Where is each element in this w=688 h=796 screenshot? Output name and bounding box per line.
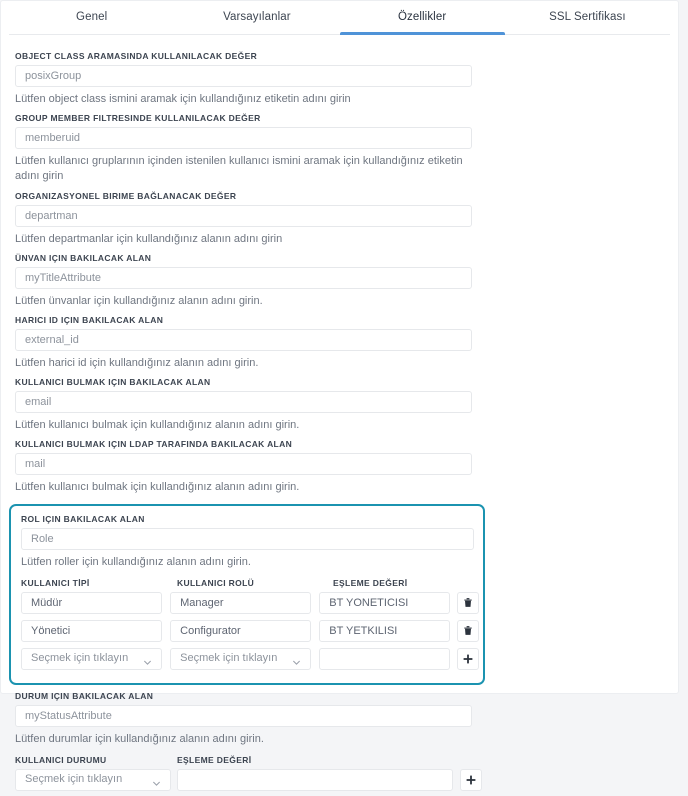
field-status-attribute: [11, 691, 668, 747]
tab-label: SSL Sertifikası: [549, 11, 626, 23]
tab-ssl-sertifikasi[interactable]: [505, 1, 670, 34]
user-lookup-input[interactable]: [15, 391, 472, 413]
status-new-row: [15, 769, 668, 791]
new-row-mapping-value-input[interactable]: [319, 648, 450, 670]
role-attribute-input[interactable]: [21, 528, 474, 550]
plus-icon: [466, 775, 476, 785]
status-field-label: DURUM IÇIN BAKILACAK ALAN: [15, 690, 154, 701]
field-label: GROUP MEMBER FILTRESINDE KULLANILACAK DEĞER: [15, 113, 261, 124]
field-label: ÜNVAN IÇIN BAKILACAK ALAN: [15, 252, 152, 263]
field-help: Lütfen harici id için kullandığınız alanın adını girin.: [15, 356, 259, 369]
row-mapping-value[interactable]: BT YONETICISI: [319, 592, 450, 614]
field-help: Lütfen object class ismini aramak için kullandığınız etiketin adını girin: [15, 93, 351, 105]
delete-row-button[interactable]: [457, 620, 479, 642]
trash-icon: [463, 597, 473, 608]
field-help: Lütfen departmanlar için kullandığınız alanın adını girin: [15, 232, 283, 245]
row-user-role[interactable]: Configurator: [170, 620, 311, 642]
status-field-help: Lütfen durumlar için kullandığınız alanın adını girin.: [15, 732, 264, 745]
delete-row-button[interactable]: [457, 592, 479, 614]
field-help: Lütfen kullanıcı gruplarının içinden istenilen kullanıcı ismini aramak için kullandığınız etiketin adını girin: [15, 155, 463, 183]
tab-bar: [9, 1, 670, 35]
trash-icon: [463, 625, 473, 636]
object-class-input[interactable]: [15, 65, 472, 87]
title-attribute-input[interactable]: [15, 267, 472, 289]
tab-label: Genel: [76, 11, 108, 23]
field-group-member-filter: [11, 113, 668, 184]
chevron-down-icon: [143, 654, 152, 663]
role-mapping-table: [21, 578, 479, 670]
organizational-unit-input[interactable]: [15, 205, 472, 227]
col-header-mapping-value: EŞLEME DEĞERİ: [333, 577, 408, 588]
col-header-user-status: KULLANICI DURUMU: [15, 754, 107, 765]
field-help: Lütfen ünvanlar için kullandığınız alanın adını girin.: [15, 294, 263, 307]
field-user-lookup-ldap: [11, 439, 668, 495]
role-mapping-section: [9, 504, 485, 684]
status-mapping-value-input[interactable]: [177, 769, 453, 791]
row-user-type[interactable]: Müdür: [21, 592, 162, 614]
new-row-user-type-select[interactable]: [21, 648, 162, 670]
role-field-label: ROL IÇIN BAKILACAK ALAN: [21, 514, 145, 525]
col-header-status-mapping-value: EŞLEME DEĞERİ: [177, 754, 252, 765]
field-label: KULLANICI BULMAK IÇIN LDAP TARAFINDA BAKILACAK ALAN: [15, 439, 293, 450]
row-user-role[interactable]: Manager: [170, 592, 311, 614]
attributes-form: [1, 35, 678, 791]
field-title: [11, 253, 668, 309]
field-label: KULLANICI BULMAK IÇIN BAKILACAK ALAN: [15, 377, 211, 388]
tab-genel[interactable]: [9, 1, 174, 34]
field-help: Lütfen kullanıcı bulmak için kullandığınız alanın adını girin.: [15, 419, 300, 432]
new-row-user-role-select[interactable]: [170, 648, 311, 670]
tab-varsayilanlar[interactable]: [174, 1, 339, 34]
select-value: Seçmek için tıklayın: [31, 652, 129, 665]
external-id-input[interactable]: [15, 329, 472, 351]
user-lookup-ldap-input[interactable]: [15, 453, 472, 475]
field-label: ORGANIZASYONEL BIRIME BAĞLANACAK DEĞER: [15, 190, 237, 201]
row-user-type[interactable]: Yönetici: [21, 620, 162, 642]
role-field-help: Lütfen roller için kullandığınız alanın adını girin.: [21, 556, 251, 569]
group-member-filter-input[interactable]: [15, 127, 472, 149]
field-label: OBJECT CLASS ARAMASINDA KULLANILACAK DEĞER: [15, 51, 258, 61]
status-attribute-input[interactable]: [15, 705, 472, 727]
table-new-row: [21, 648, 479, 670]
tab-label: Özellikler: [397, 11, 447, 23]
status-table-header: [15, 755, 668, 765]
chevron-down-icon: [292, 654, 301, 663]
table-row: [21, 620, 479, 642]
col-header-user-type: KULLANICI TİPİ: [21, 577, 90, 588]
field-object-class: [11, 51, 668, 107]
tab-ozellikler[interactable]: [340, 1, 505, 34]
row-mapping-value[interactable]: BT YETKILISI: [319, 620, 450, 642]
field-external-id: [11, 315, 668, 371]
field-organizational-unit: [11, 191, 668, 247]
select-value: Seçmek için tıklayın: [25, 773, 123, 786]
tab-label: Varsayılanlar: [223, 11, 291, 23]
chevron-down-icon: [152, 775, 161, 784]
table-row: [21, 592, 479, 614]
status-select[interactable]: [15, 769, 171, 791]
plus-icon: [463, 654, 473, 664]
select-value: Seçmek için tıklayın: [180, 652, 278, 665]
field-help: Lütfen kullanıcı bulmak için kullandığınız alanın adını girin.: [15, 481, 300, 494]
role-table-header: [21, 578, 479, 588]
status-add-row-button[interactable]: [460, 769, 482, 791]
field-user-lookup: [11, 377, 668, 433]
col-header-user-role: KULLANICI ROLÜ: [177, 577, 255, 588]
field-label: HARICI ID IÇIN BAKILACAK ALAN: [15, 314, 164, 325]
add-row-button[interactable]: [457, 648, 479, 670]
